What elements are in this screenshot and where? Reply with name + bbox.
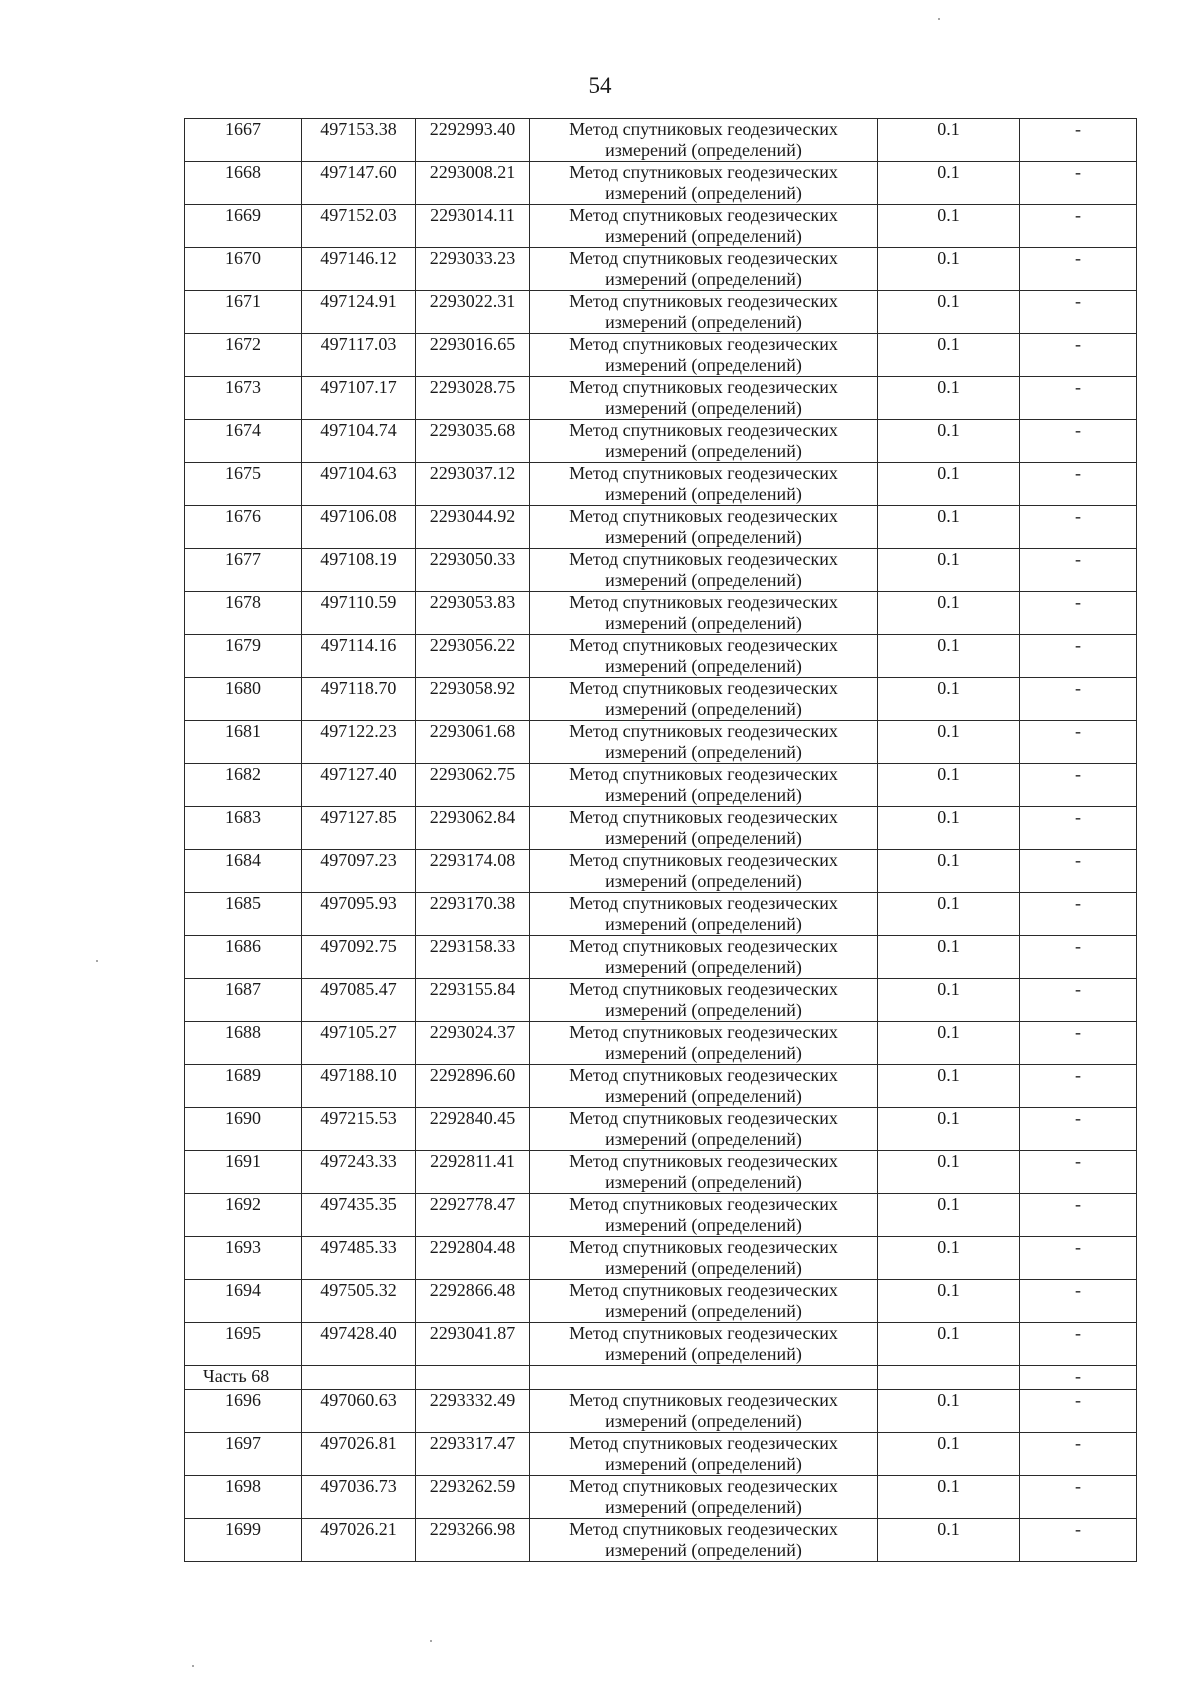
table-row — [185, 1519, 1137, 1562]
table-row — [185, 1280, 1137, 1323]
note-cell: - — [1020, 807, 1137, 850]
accuracy-cell: 0.1 — [878, 549, 1020, 592]
coordinates-table — [184, 118, 1137, 1562]
table-row — [185, 1108, 1137, 1151]
x-coordinate-cell: 497060.63 — [302, 1390, 416, 1433]
note-cell: - — [1020, 291, 1137, 334]
x-coordinate-cell: 497107.17 — [302, 377, 416, 420]
x-coordinate-cell: 497147.60 — [302, 162, 416, 205]
accuracy-cell: 0.1 — [878, 463, 1020, 506]
accuracy-cell: 0.1 — [878, 334, 1020, 377]
x-coordinate-cell: 497106.08 — [302, 506, 416, 549]
point-id-cell: 1681 — [185, 721, 302, 764]
y-coordinate-cell: 2293062.75 — [416, 764, 530, 807]
accuracy-cell: 0.1 — [878, 1323, 1020, 1366]
method-cell: Метод спутниковых геодезических измерений (определений) — [530, 1323, 878, 1366]
point-id-cell: 1687 — [185, 979, 302, 1022]
y-coordinate-cell: 2293033.23 — [416, 248, 530, 291]
point-id-cell: 1668 — [185, 162, 302, 205]
method-cell: Метод спутниковых геодезических измерений (определений) — [530, 334, 878, 377]
note-cell: - — [1020, 635, 1137, 678]
accuracy-cell: 0.1 — [878, 506, 1020, 549]
point-id-cell: 1684 — [185, 850, 302, 893]
x-coordinate-cell: 497152.03 — [302, 205, 416, 248]
y-coordinate-cell: 2293062.84 — [416, 807, 530, 850]
y-coordinate-cell: 2293014.11 — [416, 205, 530, 248]
y-coordinate-cell: 2293061.68 — [416, 721, 530, 764]
note-cell: - — [1020, 420, 1137, 463]
accuracy-cell: 0.1 — [878, 420, 1020, 463]
y-coordinate-cell: 2292840.45 — [416, 1108, 530, 1151]
point-id-cell: 1693 — [185, 1237, 302, 1280]
accuracy-cell: 0.1 — [878, 1022, 1020, 1065]
table-row — [185, 119, 1137, 162]
table-row — [185, 850, 1137, 893]
note-cell: - — [1020, 678, 1137, 721]
point-id-cell: 1699 — [185, 1519, 302, 1562]
accuracy-cell: 0.1 — [878, 592, 1020, 635]
y-coordinate-cell: 2293266.98 — [416, 1519, 530, 1562]
note-cell: - — [1020, 248, 1137, 291]
table-row — [185, 420, 1137, 463]
empty-cell — [878, 1366, 1020, 1390]
point-id-cell: 1674 — [185, 420, 302, 463]
table-row — [185, 1433, 1137, 1476]
table-row — [185, 807, 1137, 850]
y-coordinate-cell: 2292811.41 — [416, 1151, 530, 1194]
y-coordinate-cell: 2293158.33 — [416, 936, 530, 979]
table-row — [185, 1237, 1137, 1280]
note-cell: - — [1020, 119, 1137, 162]
empty-cell — [530, 1366, 878, 1390]
x-coordinate-cell: 497114.16 — [302, 635, 416, 678]
accuracy-cell: 0.1 — [878, 205, 1020, 248]
table-row — [185, 893, 1137, 936]
y-coordinate-cell: 2293056.22 — [416, 635, 530, 678]
point-id-cell: 1673 — [185, 377, 302, 420]
point-id-cell: 1688 — [185, 1022, 302, 1065]
method-cell: Метод спутниковых геодезических измерений (определений) — [530, 1519, 878, 1562]
method-cell: Метод спутниковых геодезических измерений (определений) — [530, 1022, 878, 1065]
note-cell: - — [1020, 1323, 1137, 1366]
accuracy-cell: 0.1 — [878, 979, 1020, 1022]
y-coordinate-cell: 2293332.49 — [416, 1390, 530, 1433]
table-row — [185, 291, 1137, 334]
table-row — [185, 1065, 1137, 1108]
table-row — [185, 721, 1137, 764]
y-coordinate-cell: 2292778.47 — [416, 1194, 530, 1237]
point-id-cell: 1698 — [185, 1476, 302, 1519]
method-cell: Метод спутниковых геодезических измерений (определений) — [530, 678, 878, 721]
y-coordinate-cell: 2293058.92 — [416, 678, 530, 721]
note-cell: - — [1020, 1237, 1137, 1280]
point-id-cell: 1669 — [185, 205, 302, 248]
method-cell: Метод спутниковых геодезических измерений (определений) — [530, 506, 878, 549]
point-id-cell: 1685 — [185, 893, 302, 936]
method-cell: Метод спутниковых геодезических измерений (определений) — [530, 291, 878, 334]
y-coordinate-cell: 2292896.60 — [416, 1065, 530, 1108]
accuracy-cell: 0.1 — [878, 1237, 1020, 1280]
note-cell: - — [1020, 1519, 1137, 1562]
note-cell: - — [1020, 1476, 1137, 1519]
x-coordinate-cell: 497085.47 — [302, 979, 416, 1022]
table-row — [185, 1476, 1137, 1519]
scan-speck — [96, 960, 98, 962]
coordinates-table-body — [185, 119, 1137, 1562]
x-coordinate-cell: 497146.12 — [302, 248, 416, 291]
point-id-cell: 1697 — [185, 1433, 302, 1476]
table-row — [185, 162, 1137, 205]
table-row — [185, 1323, 1137, 1366]
x-coordinate-cell: 497026.81 — [302, 1433, 416, 1476]
accuracy-cell: 0.1 — [878, 678, 1020, 721]
table-row — [185, 463, 1137, 506]
x-coordinate-cell: 497127.40 — [302, 764, 416, 807]
note-cell: - — [1020, 1108, 1137, 1151]
point-id-cell: 1675 — [185, 463, 302, 506]
point-id-cell: 1670 — [185, 248, 302, 291]
y-coordinate-cell: 2293174.08 — [416, 850, 530, 893]
method-cell: Метод спутниковых геодезических измерений (определений) — [530, 549, 878, 592]
x-coordinate-cell: 497435.35 — [302, 1194, 416, 1237]
note-cell: - — [1020, 764, 1137, 807]
x-coordinate-cell: 497485.33 — [302, 1237, 416, 1280]
note-cell: - — [1020, 893, 1137, 936]
note-cell: - — [1020, 1433, 1137, 1476]
point-id-cell: 1696 — [185, 1390, 302, 1433]
method-cell: Метод спутниковых геодезических измерений (определений) — [530, 248, 878, 291]
note-cell: - — [1020, 721, 1137, 764]
y-coordinate-cell: 2293016.65 — [416, 334, 530, 377]
table-row — [185, 764, 1137, 807]
x-coordinate-cell: 497118.70 — [302, 678, 416, 721]
point-id-cell: 1692 — [185, 1194, 302, 1237]
scan-speck — [938, 18, 940, 20]
note-cell: - — [1020, 549, 1137, 592]
point-id-cell: 1667 — [185, 119, 302, 162]
note-cell: - — [1020, 377, 1137, 420]
x-coordinate-cell: 497104.63 — [302, 463, 416, 506]
note-cell: - — [1020, 1280, 1137, 1323]
accuracy-cell: 0.1 — [878, 1065, 1020, 1108]
method-cell: Метод спутниковых геодезических измерений (определений) — [530, 119, 878, 162]
accuracy-cell: 0.1 — [878, 1519, 1020, 1562]
accuracy-cell: 0.1 — [878, 936, 1020, 979]
x-coordinate-cell: 497127.85 — [302, 807, 416, 850]
method-cell: Метод спутниковых геодезических измерений (определений) — [530, 979, 878, 1022]
point-id-cell: 1672 — [185, 334, 302, 377]
y-coordinate-cell: 2293037.12 — [416, 463, 530, 506]
y-coordinate-cell: 2293262.59 — [416, 1476, 530, 1519]
method-cell: Метод спутниковых геодезических измерений (определений) — [530, 205, 878, 248]
accuracy-cell: 0.1 — [878, 1151, 1020, 1194]
x-coordinate-cell: 497124.91 — [302, 291, 416, 334]
note-cell: - — [1020, 162, 1137, 205]
method-cell: Метод спутниковых геодезических измерений (определений) — [530, 1237, 878, 1280]
table-row — [185, 592, 1137, 635]
y-coordinate-cell: 2292993.40 — [416, 119, 530, 162]
y-coordinate-cell: 2293050.33 — [416, 549, 530, 592]
x-coordinate-cell: 497097.23 — [302, 850, 416, 893]
x-coordinate-cell: 497117.03 — [302, 334, 416, 377]
table-row — [185, 1390, 1137, 1433]
x-coordinate-cell: 497104.74 — [302, 420, 416, 463]
method-cell: Метод спутниковых геодезических измерений (определений) — [530, 592, 878, 635]
accuracy-cell: 0.1 — [878, 248, 1020, 291]
x-coordinate-cell: 497036.73 — [302, 1476, 416, 1519]
point-id-cell: 1677 — [185, 549, 302, 592]
method-cell: Метод спутниковых геодезических измерений (определений) — [530, 936, 878, 979]
page-number: 54 — [588, 73, 612, 98]
point-id-cell: 1679 — [185, 635, 302, 678]
accuracy-cell: 0.1 — [878, 1280, 1020, 1323]
section-label: Часть 68 — [185, 1366, 302, 1390]
table-row — [185, 635, 1137, 678]
table-row — [185, 979, 1137, 1022]
x-coordinate-cell: 497095.93 — [302, 893, 416, 936]
y-coordinate-cell: 2293035.68 — [416, 420, 530, 463]
table-row — [185, 936, 1137, 979]
point-id-cell: 1695 — [185, 1323, 302, 1366]
y-coordinate-cell: 2293044.92 — [416, 506, 530, 549]
scan-speck — [192, 1665, 194, 1667]
y-coordinate-cell: 2293053.83 — [416, 592, 530, 635]
table-row — [185, 205, 1137, 248]
table-row — [185, 1151, 1137, 1194]
x-coordinate-cell: 497428.40 — [302, 1323, 416, 1366]
table-row — [185, 678, 1137, 721]
x-coordinate-cell: 497105.27 — [302, 1022, 416, 1065]
y-coordinate-cell: 2293317.47 — [416, 1433, 530, 1476]
point-id-cell: 1680 — [185, 678, 302, 721]
point-id-cell: 1682 — [185, 764, 302, 807]
accuracy-cell: 0.1 — [878, 635, 1020, 678]
accuracy-cell: 0.1 — [878, 1194, 1020, 1237]
method-cell: Метод спутниковых геодезических измерений (определений) — [530, 1476, 878, 1519]
method-cell: Метод спутниковых геодезических измерений (определений) — [530, 1151, 878, 1194]
accuracy-cell: 0.1 — [878, 1476, 1020, 1519]
y-coordinate-cell: 2293041.87 — [416, 1323, 530, 1366]
empty-cell — [302, 1366, 416, 1390]
note-cell: - — [1020, 463, 1137, 506]
point-id-cell: 1689 — [185, 1065, 302, 1108]
point-id-cell: 1694 — [185, 1280, 302, 1323]
method-cell: Метод спутниковых геодезических измерений (определений) — [530, 1065, 878, 1108]
accuracy-cell: 0.1 — [878, 807, 1020, 850]
method-cell: Метод спутниковых геодезических измерений (определений) — [530, 420, 878, 463]
x-coordinate-cell: 497188.10 — [302, 1065, 416, 1108]
method-cell: Метод спутниковых геодезических измерений (определений) — [530, 1194, 878, 1237]
x-coordinate-cell: 497122.23 — [302, 721, 416, 764]
x-coordinate-cell: 497153.38 — [302, 119, 416, 162]
table-row — [185, 549, 1137, 592]
table-row — [185, 506, 1137, 549]
point-id-cell: 1678 — [185, 592, 302, 635]
note-cell: - — [1020, 334, 1137, 377]
accuracy-cell: 0.1 — [878, 764, 1020, 807]
method-cell: Метод спутниковых геодезических измерений (определений) — [530, 850, 878, 893]
method-cell: Метод спутниковых геодезических измерений (определений) — [530, 721, 878, 764]
method-cell: Метод спутниковых геодезических измерений (определений) — [530, 463, 878, 506]
y-coordinate-cell: 2292866.48 — [416, 1280, 530, 1323]
accuracy-cell: 0.1 — [878, 291, 1020, 334]
note-cell: - — [1020, 506, 1137, 549]
accuracy-cell: 0.1 — [878, 1390, 1020, 1433]
empty-cell — [416, 1366, 530, 1390]
note-cell: - — [1020, 1390, 1137, 1433]
method-cell: Метод спутниковых геодезических измерений (определений) — [530, 162, 878, 205]
y-coordinate-cell: 2293022.31 — [416, 291, 530, 334]
method-cell: Метод спутниковых геодезических измерений (определений) — [530, 377, 878, 420]
accuracy-cell: 0.1 — [878, 850, 1020, 893]
x-coordinate-cell: 497108.19 — [302, 549, 416, 592]
note-cell: - — [1020, 205, 1137, 248]
method-cell: Метод спутниковых геодезических измерений (определений) — [530, 893, 878, 936]
accuracy-cell: 0.1 — [878, 162, 1020, 205]
point-id-cell: 1690 — [185, 1108, 302, 1151]
y-coordinate-cell: 2293024.37 — [416, 1022, 530, 1065]
note-cell: - — [1020, 979, 1137, 1022]
y-coordinate-cell: 2293008.21 — [416, 162, 530, 205]
y-coordinate-cell: 2292804.48 — [416, 1237, 530, 1280]
y-coordinate-cell: 2293170.38 — [416, 893, 530, 936]
method-cell: Метод спутниковых геодезических измерений (определений) — [530, 1108, 878, 1151]
accuracy-cell: 0.1 — [878, 377, 1020, 420]
y-coordinate-cell: 2293155.84 — [416, 979, 530, 1022]
note-cell: - — [1020, 1194, 1137, 1237]
accuracy-cell: 0.1 — [878, 119, 1020, 162]
note-cell: - — [1020, 850, 1137, 893]
accuracy-cell: 0.1 — [878, 1433, 1020, 1476]
x-coordinate-cell: 497092.75 — [302, 936, 416, 979]
method-cell: Метод спутниковых геодезических измерений (определений) — [530, 807, 878, 850]
scan-speck — [430, 1640, 432, 1642]
table-row — [185, 1194, 1137, 1237]
note-cell: - — [1020, 936, 1137, 979]
section-row — [185, 1366, 1137, 1390]
accuracy-cell: 0.1 — [878, 1108, 1020, 1151]
note-cell: - — [1020, 592, 1137, 635]
point-id-cell: 1686 — [185, 936, 302, 979]
note-cell: - — [1020, 1022, 1137, 1065]
table-row — [185, 1022, 1137, 1065]
point-id-cell: 1691 — [185, 1151, 302, 1194]
table-row — [185, 248, 1137, 291]
x-coordinate-cell: 497243.33 — [302, 1151, 416, 1194]
point-id-cell: 1683 — [185, 807, 302, 850]
method-cell: Метод спутниковых геодезических измерений (определений) — [530, 635, 878, 678]
table-row — [185, 377, 1137, 420]
accuracy-cell: 0.1 — [878, 893, 1020, 936]
note-cell: - — [1020, 1151, 1137, 1194]
x-coordinate-cell: 497215.53 — [302, 1108, 416, 1151]
note-cell: - — [1020, 1065, 1137, 1108]
x-coordinate-cell: 497026.21 — [302, 1519, 416, 1562]
accuracy-cell: 0.1 — [878, 721, 1020, 764]
x-coordinate-cell: 497110.59 — [302, 592, 416, 635]
x-coordinate-cell: 497505.32 — [302, 1280, 416, 1323]
method-cell: Метод спутниковых геодезических измерений (определений) — [530, 1390, 878, 1433]
point-id-cell: 1671 — [185, 291, 302, 334]
method-cell: Метод спутниковых геодезических измерений (определений) — [530, 1280, 878, 1323]
method-cell: Метод спутниковых геодезических измерений (определений) — [530, 764, 878, 807]
table-row — [185, 334, 1137, 377]
y-coordinate-cell: 2293028.75 — [416, 377, 530, 420]
note-cell: - — [1020, 1366, 1137, 1390]
point-id-cell: 1676 — [185, 506, 302, 549]
method-cell: Метод спутниковых геодезических измерений (определений) — [530, 1433, 878, 1476]
